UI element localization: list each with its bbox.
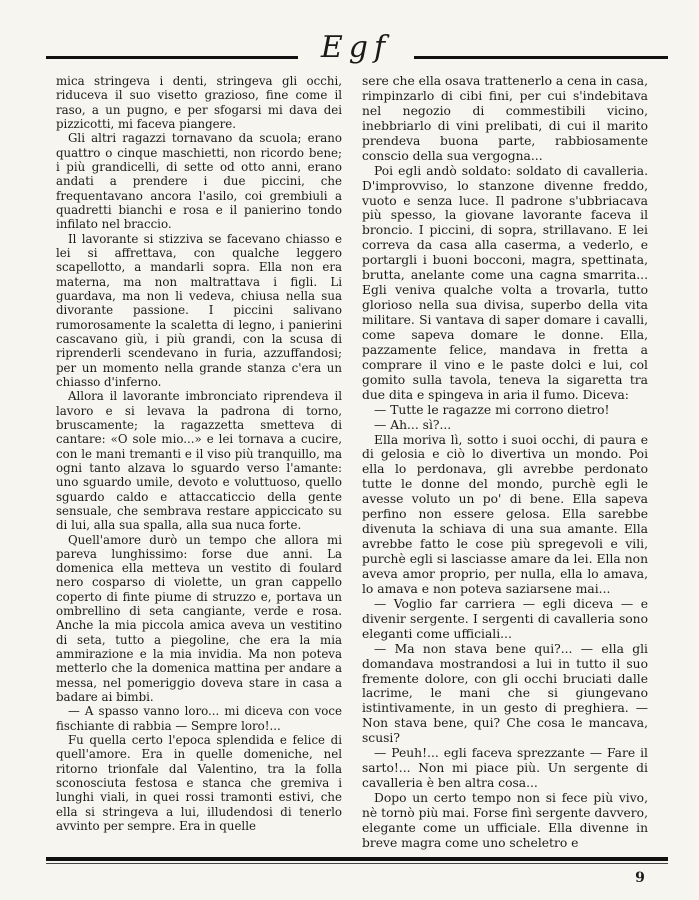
paragraph: Gli altri ragazzi tornavano da scuola; erano quattro o cinque maschietti, non ricordo bene; i più grandicelli, di sette od otto anni, erano andati a prendere i due piccini, che frequentavano ancora l'asilo, coi grembiuli a quadretti bianchi e rosa e il panierino tondo infilato nel braccio. [56, 131, 342, 232]
paragraph: — Peuh!... egli faceva sprezzante — Fare il sarto!... Non mi piace più. Un sergente di cavalleria è ben altra cosa... [362, 746, 648, 791]
paragraph: sere che ella osava trattenerlo a cena in casa, rimpinzarlo di cibi fini, per cui s'indebitava nel negozio di commestibili vicino, inebbriarlo di vini prelibati, di cui il marito prendeva buona parte, rabbiosamente conscio della sua vergogna... [362, 74, 648, 163]
page-header [46, 28, 668, 68]
text-column-left [56, 74, 342, 833]
paragraph: — Ah... sì?... [374, 417, 452, 432]
footer-rule-thin [46, 863, 668, 864]
paragraph: — Voglio far carriera — egli diceva — e divenir sergente. I sergenti di cavalleria sono eleganti come ufficiali... [362, 596, 648, 641]
paragraph: Allora il lavorante imbronciato riprendeva il lavoro e si levava la padrona di torno, bruscamente; la ragazzetta smetteva di cantare: «O sole mio...» e lei tornava a cucire, con le mani tremanti e il viso più tranquillo, ma ogni tanto alzava lo sguardo verso l'amante: uno sguardo umile, devoto e voluttuoso, quello sguardo caldo e attaccaticcio della gente sensuale, che sembrava restare appiccicato su di lui, alla sua spalla, alla sua nuca forte. [56, 389, 342, 533]
paragraph: — Ma non stava bene qui?... — ella gli domandava mostrandosi a lui in tutto il suo fremente dolore, con gli occhi bruciati dalle lacrime, le mani che si giungevano istintivamente, in un gesto di preghiera. — Non stava bene, qui? Che cosa le mancava, scusi? [362, 641, 648, 746]
paragraph: Poi egli andò soldato: soldato di cavalleria. D'improvviso, lo stanzone divenne freddo, vuoto e senza luce. Il padrone s'ubbriacava più spesso, la giovane lavorante faceva il broncio. I piccini, di sopra, strillavano. E lei correva da casa alla caserma, a vederlo, e portargli i buoni bocconi, magra, spettinata, brutta, anelante come una cagna smarrita... Egli veniva qualche volta a trovarla, tutto glorioso nella sua divisa, superbo della vita militare. Si vantava di saper domare i cavalli, come sapeva domare le donne. Ella, pazzamente felice, mandava in fretta a comprare il vino e le paste dolci e lui, col gomito sulla tavola, teneva la sigaretta tra due dita e spingeva in aria il fumo. Diceva: [362, 163, 648, 402]
footer-rule [46, 857, 668, 861]
paragraph: — Tutte le ragazze mi corrono dietro! [374, 402, 610, 417]
paragraph: mica stringeva i denti, stringeva gli occhi, riduceva il suo visetto grazioso, fine come il raso, a un pugno, e per sfogarsi mi dava dei pizzicotti, mi faceva piangere. [56, 74, 342, 131]
paragraph: Quell'amore durò un tempo che allora mi pareva lunghissimo: forse due anni. La domenica ella metteva un vestito di foulard nero cosparso di violette, un gran cappello coperto di finte piume di struzzo e, portava un ombrellino di seta cangiante, verde e rosa. Anche la mia piccola amica aveva un vestitino di seta, tutto a piegoline, che era la mia ammirazione e la mia invidia. Ma non poteva metterlo che la domenica mattina per andare a messa, nel pomeriggio doveva stare in casa a badare ai bimbi. [56, 532, 342, 705]
paragraph: Fu quella certo l'epoca splendida e felice di quell'amore. Era in quelle domeniche, nel ritorno trionfale dal Valentino, tra la folla sconosciuta festosa e stanca che gremiva i lunghi viali, in quei rossi tramonti estivi, che ella si stringeva a lui, illudendosi di tenerlo avvinto per sempre. Era in quelle [56, 733, 342, 834]
page-number: 9 [635, 870, 645, 886]
paragraph: Dopo un certo tempo non si fece più vivo, nè tornò più mai. Forse finì sergente davvero, elegante come un ufficiale. Ella divenne in breve magra come uno scheletro e [362, 791, 648, 850]
header-logo: Egf [298, 28, 414, 68]
paragraph: Il lavorante si stizziva se facevano chiasso e lei si affrettava, con qualche leggero scapellotto, a mandarli sopra. Ella non era materna, ma non maltrattava i figli. Li guardava, ma non li vedeva, chiusa nella sua divorante passione. I piccini salivano rumorosamente la scaletta di legno, i panierini cascavano giù, i più grandi, con la scusa di riprenderli scendevano in furia, azzuffandosi; per un momento nella grande stanza c'era un chiasso d'inferno. [56, 231, 342, 389]
text-column-right [362, 74, 648, 851]
paragraph: — A spasso vanno loro... mi diceva con voce fischiante di rabbia — Sempre loro!... [56, 704, 342, 733]
paragraph: Ella moriva lì, sotto i suoi occhi, di paura e di gelosia e ciò lo divertiva un mondo. Poi ella lo perdonava, gli avrebbe perdonato tutte le donne del mondo, purchè egli le avesse voluto un po' di bene. Ella sapeva perfino non essere gelosa. Ella sarebbe divenuta la schiava di una sua amante. Ella avrebbe fatto le cose più spregevoli e vili, purchè egli si lasciasse amare da lei. Ella non aveva amor proprio, per nulla, ella lo amava, lo amava e non poteva saziarsene mai... [362, 432, 648, 596]
